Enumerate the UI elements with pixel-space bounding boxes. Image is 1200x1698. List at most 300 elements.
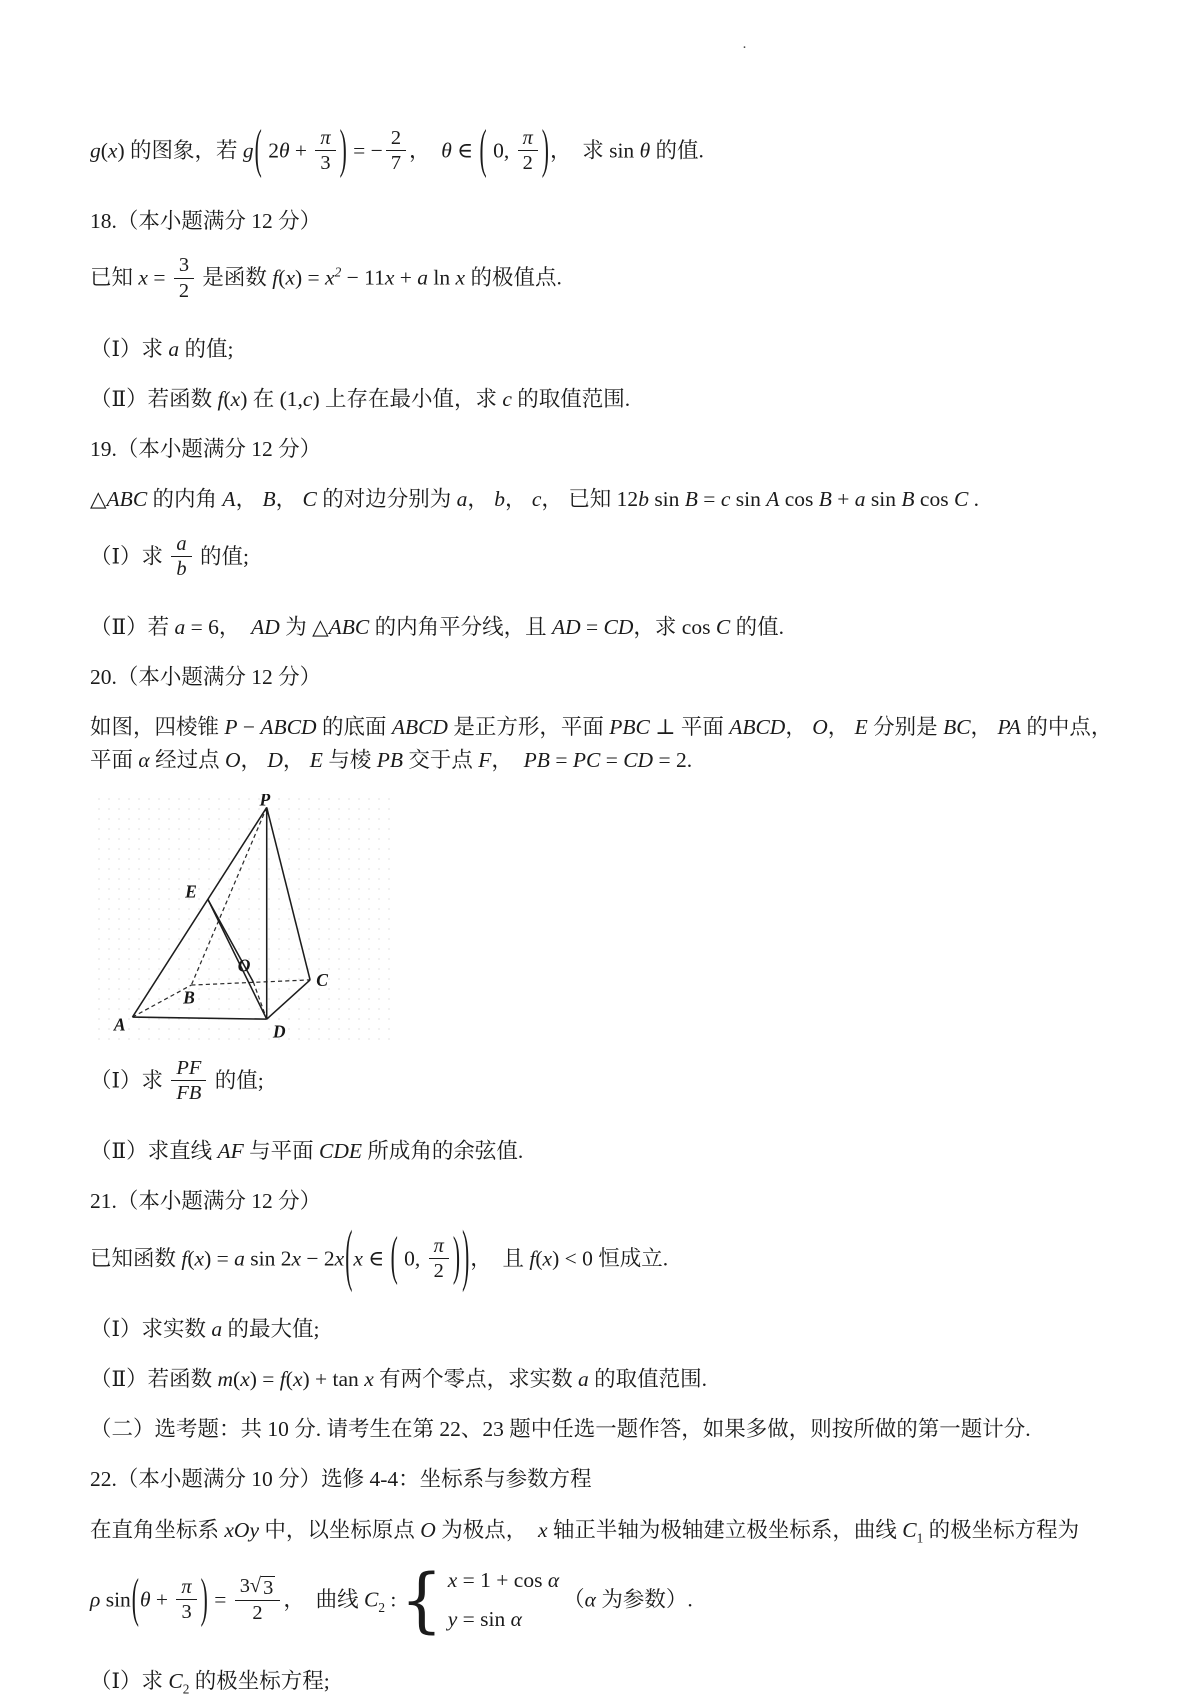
q21-part1	[90, 1313, 1120, 1345]
text-run: 的极值点.	[465, 265, 562, 290]
math-var: f	[181, 1246, 188, 1271]
subscript: 2	[378, 1599, 385, 1615]
text-run: 的取值范围.	[511, 386, 631, 411]
text-run: 2	[390, 127, 402, 149]
text-run: 为参数）.	[595, 1587, 693, 1612]
text-run: ，	[409, 138, 442, 163]
fraction	[315, 126, 335, 175]
text-run: 3	[181, 1601, 192, 1624]
text-run: ， 且	[470, 1246, 530, 1271]
text-run: .	[968, 487, 980, 512]
radical-sign: √	[249, 1574, 262, 1597]
text-run: 已知函数	[90, 1246, 182, 1271]
text-run: 3	[178, 254, 190, 277]
math-var: a	[168, 336, 180, 361]
text-run: 的取值范围.	[588, 1366, 708, 1391]
text-run: (	[223, 386, 231, 411]
text-run: （Ⅱ）若函数	[90, 1366, 218, 1391]
text-run: 的极坐标方程;	[189, 1669, 330, 1694]
fraction	[429, 1234, 449, 1283]
math-var: a	[234, 1246, 245, 1271]
math-var: π	[320, 127, 331, 149]
math-var: α	[138, 747, 150, 772]
blocks-bottom	[90, 1058, 1120, 1698]
text-run: ，求 cos	[633, 614, 716, 639]
math-var: x	[240, 1366, 250, 1391]
text-run: cos	[914, 487, 954, 512]
blocks-top	[90, 118, 1120, 776]
edge-AD	[132, 1017, 266, 1019]
q22-stem	[90, 1514, 1120, 1548]
big-paren: (	[131, 1567, 139, 1628]
text-run: (	[535, 1246, 543, 1271]
text-run: ，	[785, 715, 813, 740]
math-var: x	[138, 265, 148, 290]
math-var: x	[537, 1517, 548, 1542]
label-P: P	[259, 793, 271, 810]
text-run: ) =	[295, 265, 326, 290]
fraction	[174, 253, 194, 302]
label-O: O	[237, 955, 251, 976]
fraction	[171, 532, 191, 581]
q20-heading	[90, 661, 1120, 693]
math-var: C	[363, 1587, 379, 1612]
text-run: ，	[504, 487, 532, 512]
math-var: θ	[639, 138, 651, 163]
math-var: c	[720, 487, 731, 512]
text-run: 所成角的余弦值.	[362, 1139, 524, 1163]
text-run: （Ⅱ）若	[90, 614, 175, 639]
big-paren: (	[254, 118, 262, 179]
text-run: − 11	[341, 265, 385, 290]
math-var: PA	[997, 715, 1021, 740]
edge-PB	[191, 807, 266, 985]
text-run: 2	[433, 1259, 444, 1282]
text-run: 的内角	[147, 487, 223, 512]
numerator	[171, 1056, 206, 1080]
text-run: 3	[320, 152, 331, 175]
radical	[250, 1576, 275, 1600]
text-run: 中，以坐标原点	[259, 1517, 421, 1542]
math-var: b	[494, 487, 505, 512]
text-run: 20.（本小题满分 12 分）	[90, 665, 322, 690]
math-var: a	[578, 1366, 589, 1391]
math-var: x	[542, 1246, 553, 1271]
math-var: B	[684, 487, 698, 512]
fraction	[386, 126, 406, 175]
text-run: 的值;	[179, 336, 234, 361]
text-run: 2	[522, 152, 533, 175]
text-run: 与平面	[243, 1139, 320, 1163]
math-var: CDE	[319, 1139, 363, 1163]
text-run: ∈	[362, 1246, 390, 1271]
text-run: +	[289, 138, 313, 163]
text-run: =	[208, 1587, 232, 1612]
text-run: 有两个零点，求实数	[373, 1366, 578, 1391]
text-run: sin	[100, 1587, 131, 1612]
text-run: = 2.	[653, 747, 693, 772]
text-run: =	[580, 614, 604, 639]
text-run: 22.（本小题满分 10 分）选修 4-4：坐标系与参数方程	[90, 1467, 592, 1492]
text-run: =	[600, 747, 624, 772]
math-var: E	[854, 715, 868, 740]
math-var: PF	[176, 1056, 202, 1079]
text-run: （Ⅱ）求直线	[90, 1139, 218, 1163]
q21-part2	[90, 1363, 1120, 1395]
text-run: （Ⅰ）求	[90, 544, 169, 569]
math-var: f	[217, 386, 224, 411]
q21-stem	[90, 1217, 1120, 1295]
text-run: 21.（本小题满分 12 分）	[90, 1189, 322, 1214]
big-paren: (	[479, 118, 487, 179]
big-paren: )	[462, 1217, 470, 1295]
numerator	[174, 253, 194, 277]
math-var: B	[262, 487, 276, 512]
text-run: 的值;	[194, 544, 249, 569]
cases-group	[400, 1558, 560, 1641]
superscript: 2	[334, 264, 342, 280]
q18-heading	[90, 205, 1120, 237]
q22-equation	[90, 1558, 1120, 1641]
text-run: ， 已知 12	[541, 487, 639, 512]
text-run: 的对边分别为	[316, 487, 457, 512]
q20-part1	[90, 1058, 1120, 1107]
text-run: ) =	[249, 1366, 280, 1391]
fraction	[235, 1574, 281, 1626]
math-var: CD	[603, 614, 634, 639]
math-var: b	[176, 557, 187, 580]
big-paren: (	[390, 1226, 398, 1287]
math-var: θ	[441, 138, 452, 163]
math-var: CD	[623, 747, 654, 772]
math-var: g	[242, 138, 254, 163]
math-var: PBC	[609, 715, 650, 740]
text-run: 的内角平分线，且	[369, 614, 552, 639]
label-D: D	[272, 1021, 286, 1042]
math-var: B	[901, 487, 915, 512]
math-var: x	[291, 1246, 302, 1271]
text-run: 经过点	[149, 747, 225, 772]
math-var: c	[531, 487, 542, 512]
fraction	[518, 126, 538, 175]
text-run: 分别是	[867, 715, 944, 740]
text-run: cos	[779, 487, 819, 512]
stray-mark: ·	[742, 40, 747, 56]
q18-part2	[90, 383, 1120, 415]
text-run: =	[549, 747, 573, 772]
math-var: α	[547, 1567, 560, 1592]
label-A: A	[113, 1014, 126, 1035]
math-var: O	[224, 747, 241, 772]
math-var: A	[766, 487, 780, 512]
big-paren: (	[345, 1217, 353, 1295]
text-run: （Ⅱ）若函数	[90, 386, 218, 411]
math-var: g	[90, 138, 101, 163]
label-C: C	[316, 969, 329, 990]
text-run: ， 求 sin	[549, 138, 640, 163]
visible-edges	[132, 807, 310, 1019]
text-run: 的底面	[316, 715, 392, 740]
text-run: （二）选考题：共 10 分. 请考生在第 22、23 题中任选一题作答，如果多做，则按所做的第一题计分.	[90, 1417, 1031, 1442]
math-var: ABCD	[260, 715, 317, 740]
q22-heading	[90, 1463, 1120, 1495]
q17-continuation	[90, 118, 1120, 179]
text-run: ) 的图象，若	[117, 138, 243, 163]
math-var: x	[455, 265, 466, 290]
text-run: ， 曲线	[283, 1587, 364, 1612]
math-var: C	[302, 487, 317, 512]
math-var: ABC	[106, 487, 148, 512]
math-var: a	[174, 614, 186, 639]
math-var: x	[230, 386, 241, 411]
text-run: ln	[428, 265, 456, 290]
q18-part1	[90, 333, 1120, 365]
edge-PC	[267, 807, 310, 979]
text-run: (	[187, 1246, 195, 1271]
numerator	[429, 1234, 449, 1258]
big-paren: )	[541, 118, 549, 179]
math-var: π	[433, 1234, 444, 1257]
math-var: C	[953, 487, 969, 512]
text-run: ，	[240, 747, 268, 772]
pyramid-figure-svg	[94, 794, 394, 1046]
text-run: 18.（本小题满分 12 分）	[90, 209, 322, 234]
text-run: +	[394, 265, 418, 290]
math-var: a	[176, 532, 187, 555]
math-var: E	[309, 747, 323, 772]
edge-DC	[267, 980, 310, 1019]
brace: {	[400, 1558, 443, 1641]
denominator	[386, 150, 406, 175]
text-run: +	[831, 487, 855, 512]
math-var: a	[417, 265, 429, 290]
q19-stem	[90, 483, 1120, 515]
math-var: y	[447, 1607, 458, 1632]
text-run: （Ⅰ）求	[90, 1068, 169, 1093]
text-run: ) + tan	[302, 1366, 365, 1391]
text-run: +	[150, 1587, 174, 1612]
text-run: 轴正半轴为极轴建立极坐标系，曲线	[547, 1517, 903, 1542]
choice-note	[90, 1413, 1120, 1445]
q20-stem	[90, 711, 1120, 776]
math-var: xOy	[224, 1517, 260, 1542]
math-var: AD	[251, 614, 280, 639]
math-var: F	[478, 747, 492, 772]
q18-stem	[90, 255, 1120, 304]
text-run: 2	[178, 279, 190, 302]
math-var: PB	[523, 747, 550, 772]
text-run: = 6，	[185, 614, 252, 639]
math-var: b	[638, 487, 649, 512]
math-var: FB	[176, 1081, 202, 1104]
text-run: ，	[235, 487, 263, 512]
math-var: x	[364, 1366, 374, 1391]
big-paren: )	[452, 1226, 461, 1287]
text-run: （Ⅰ）求	[90, 1669, 169, 1694]
edge-PA	[132, 807, 266, 1017]
math-var: c	[302, 386, 313, 411]
text-run: △	[90, 487, 107, 512]
math-var: x	[447, 1567, 458, 1592]
text-run: 3	[239, 1574, 250, 1597]
math-var: C	[902, 1517, 917, 1542]
math-var: AF	[217, 1139, 244, 1163]
text-run: ，	[970, 715, 998, 740]
math-var: A	[222, 487, 236, 512]
radicand: 3	[263, 1576, 274, 1599]
text-run: 7	[390, 152, 402, 175]
numerator	[235, 1574, 281, 1600]
q19-part1	[90, 534, 1120, 583]
text-run: 的值;	[209, 1068, 264, 1093]
text-run: 2	[252, 1602, 263, 1625]
math-var: O	[420, 1517, 436, 1542]
text-run: = sin	[457, 1607, 511, 1632]
math-var: c	[502, 386, 512, 411]
math-var: a	[854, 487, 866, 512]
text-run: 的值.	[730, 614, 784, 639]
text-run: 已知	[90, 265, 139, 290]
text-run: ，	[275, 487, 303, 512]
text-run: ) < 0 恒成立.	[552, 1246, 669, 1271]
subscript: 1	[916, 1529, 924, 1545]
text-run: ，	[467, 487, 495, 512]
text-run: 是函数	[197, 265, 273, 290]
text-run: sin 2	[244, 1246, 292, 1271]
math-var: PC	[572, 747, 601, 772]
text-run: （Ⅰ）求实数	[90, 1316, 212, 1341]
text-run: ⊥ 平面	[649, 715, 730, 740]
math-var: AD	[551, 614, 581, 639]
math-var: a	[211, 1316, 223, 1341]
text-run: ∈	[451, 138, 479, 163]
denominator	[176, 1599, 196, 1624]
math-var: x	[334, 1246, 345, 1271]
numerator	[176, 1575, 196, 1599]
math-var: α	[584, 1587, 596, 1612]
math-var: D	[267, 747, 283, 772]
text-run: 如图，四棱锥	[90, 715, 225, 740]
label-E: E	[185, 881, 197, 902]
q19-part2	[90, 611, 1120, 643]
math-var: C	[168, 1669, 183, 1694]
numerator	[518, 126, 538, 150]
text-run: sin	[648, 487, 685, 512]
text-run: ) 在 (1,	[240, 386, 303, 411]
math-var: α	[510, 1607, 522, 1632]
denominator	[174, 278, 194, 303]
text-run: （	[563, 1587, 585, 1612]
q19-heading	[90, 433, 1120, 465]
math-var: BC	[943, 715, 971, 740]
denominator	[171, 556, 191, 581]
label-B: B	[183, 987, 195, 1008]
cases-rows	[448, 1564, 559, 1636]
edge-BC	[191, 980, 310, 985]
q20-part2	[90, 1135, 1120, 1167]
text-run: = 1 + cos	[457, 1567, 548, 1592]
text-run: = −	[347, 138, 383, 163]
q21-heading	[90, 1185, 1120, 1217]
denominator	[315, 150, 335, 175]
text-run: sin	[865, 487, 902, 512]
hidden-edges	[132, 807, 310, 1019]
cases-row	[448, 1564, 559, 1596]
denominator	[171, 1080, 206, 1105]
big-paren: )	[339, 118, 347, 179]
text-run: =	[697, 487, 721, 512]
math-var: a	[456, 487, 468, 512]
fraction	[171, 1056, 206, 1105]
math-var: x	[325, 265, 335, 290]
text-run: ，	[491, 747, 524, 772]
text-run: 19.（本小题满分 12 分）	[90, 437, 322, 462]
math-var: x	[292, 1366, 303, 1391]
text-run: 在直角坐标系	[90, 1517, 225, 1542]
text-run: 的值.	[650, 138, 704, 163]
q22-part1	[90, 1665, 1120, 1698]
math-var: x	[194, 1246, 205, 1271]
text-run: 2	[262, 138, 279, 163]
math-var: f	[529, 1246, 536, 1271]
text-run: −	[237, 715, 261, 740]
denominator	[235, 1600, 281, 1625]
numerator	[315, 126, 335, 150]
math-var: x	[384, 265, 395, 290]
math-var: θ	[139, 1587, 151, 1612]
text-run: 的最大值;	[222, 1316, 320, 1341]
text-run: 是正方形，平面	[447, 715, 610, 740]
math-var: ρ	[90, 1587, 101, 1612]
text-run: ，	[827, 715, 855, 740]
math-var: ABCD	[729, 715, 786, 740]
numerator	[386, 126, 406, 150]
text-run: ) =	[204, 1246, 235, 1271]
math-var: ABCD	[391, 715, 448, 740]
math-var: m	[217, 1366, 234, 1391]
math-var: π	[522, 127, 533, 149]
text-run: 0,	[398, 1246, 426, 1271]
text-run: sin	[730, 487, 767, 512]
text-run: ，	[282, 747, 310, 772]
subscript: 2	[182, 1681, 190, 1697]
text-run: 的极坐标方程为	[923, 1517, 1080, 1542]
text-run: :	[384, 1587, 397, 1612]
math-var: PB	[376, 747, 403, 772]
text-run: ) 上存在最小值，求	[312, 386, 503, 411]
math-var: θ	[278, 138, 290, 163]
pyramid-figure	[94, 794, 394, 1046]
text-run: (	[285, 1366, 293, 1391]
numerator	[171, 532, 191, 556]
text-run: 为极点，	[435, 1517, 538, 1542]
text-run: =	[147, 265, 171, 290]
text-run: 0,	[487, 138, 515, 163]
denominator	[518, 150, 538, 175]
text-run: (	[278, 265, 286, 290]
text-run: (	[233, 1366, 241, 1391]
math-var: ABC	[328, 614, 370, 639]
math-var: B	[818, 487, 832, 512]
text-run: 与棱	[322, 747, 377, 772]
fraction	[176, 1575, 196, 1624]
cases-row	[448, 1603, 559, 1635]
math-var: C	[715, 614, 731, 639]
math-var: P	[224, 715, 238, 740]
math-var: f	[272, 265, 279, 290]
big-paren: )	[200, 1567, 208, 1628]
math-var: π	[181, 1576, 192, 1599]
